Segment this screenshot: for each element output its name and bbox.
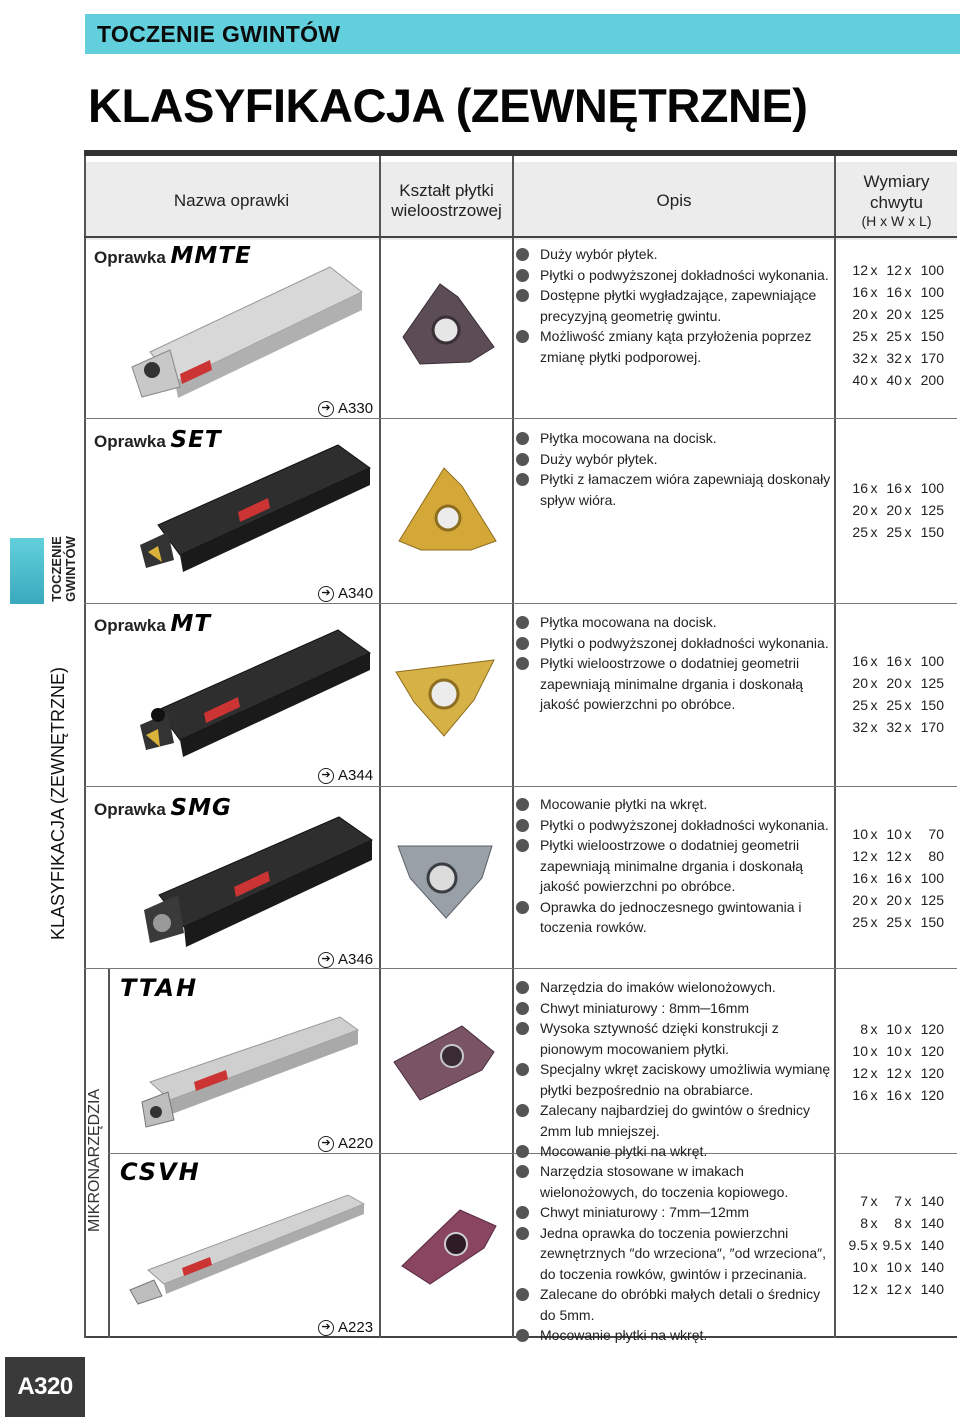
desc-mt xyxy=(512,612,834,715)
desc-item: Płytki z łamaczem wióra zapewniają doskonały spływ wióra. xyxy=(512,469,834,510)
desc-item: Zalecany najbardziej do gwintów o średnicy 2mm lub mniejszej. xyxy=(512,1100,834,1141)
desc-item: Jedna oprawka do toczenia powierzchni zewnętrznych ″do wrzeciona″, ″od wrzeciona″, do toczenia rowków, gwintów i przecinania. xyxy=(512,1223,834,1285)
insert-image-csvh xyxy=(400,1206,500,1286)
desc-ttah xyxy=(512,977,834,1162)
page-number: A320 xyxy=(5,1357,85,1417)
header-dims-label: Wymiary chwytu xyxy=(863,172,930,212)
holder-image-smg xyxy=(144,815,376,955)
desc-set xyxy=(512,428,834,510)
desc-item: Zalecane do obróbki małych detali o średnicy do 5mm. xyxy=(512,1284,834,1325)
ref-link-a223[interactable]: ➔ A223 xyxy=(318,1319,373,1336)
section-title: TOCZENIE GWINTÓW xyxy=(97,21,341,47)
desc-item: Płytki o podwyższonej dokładności wykonania. xyxy=(512,265,834,286)
row-label-mt: Oprawka MT xyxy=(94,611,212,637)
ref-link-a330[interactable]: ➔ A330 xyxy=(318,400,373,417)
insert-image-smg xyxy=(396,838,496,920)
arrow-right-icon: ➔ xyxy=(318,1136,334,1152)
holder-image-ttah xyxy=(130,1012,370,1132)
desc-item: Mocowanie płytki na wkręt. xyxy=(512,794,834,815)
arrow-right-icon: ➔ xyxy=(318,1320,334,1336)
row-label-set: Oprawka SET xyxy=(94,427,222,453)
arrow-right-icon: ➔ xyxy=(318,768,334,784)
side-tab-label: TOCZENIE GWINTÓW xyxy=(49,536,78,602)
desc-item: Duży wybór płytek. xyxy=(512,244,834,265)
desc-mmte xyxy=(512,244,834,367)
insert-image-mt xyxy=(394,652,498,738)
row-label-smg: Oprawka SMG xyxy=(94,795,232,821)
row-label-csvh: CSVH xyxy=(120,1158,201,1186)
page-title: KLASYFIKACJA (ZEWNĘTRZNE) xyxy=(88,79,808,132)
desc-item: Płytki o podwyższonej dokładności wykonania. xyxy=(512,633,834,654)
desc-item: Narzędzia do imaków wielonożowych. xyxy=(512,977,834,998)
desc-csvh xyxy=(512,1161,834,1346)
dims-ttah: 8 x 10 x 120 10 x 10 x 120 12 x 12 x 120 16 x 16 x 120 xyxy=(852,1021,944,1103)
desc-smg xyxy=(512,794,834,938)
desc-item: Chwyt miniaturowy : 7mm─12mm xyxy=(512,1202,834,1223)
desc-item: Specjalny wkręt zaciskowy umożliwia wymianę płytki bezpośrednio na obrabiarce. xyxy=(512,1059,834,1100)
arrow-right-icon: ➔ xyxy=(318,586,334,602)
desc-item: Możliwość zmiany kąta przyłożenia poprzez zmianę płytki podporowej. xyxy=(512,326,834,367)
ref-link-a220[interactable]: ➔ A220 xyxy=(318,1135,373,1152)
grid-line xyxy=(84,603,957,604)
grid-line xyxy=(379,156,381,1338)
dims-csvh: 7 x 7 x 140 8 x 8 x 140 9.5 x 9.5 x 140 10 x 10 x 140 12 x 12 x 140 xyxy=(848,1193,944,1297)
row-label-ttah: TTAH xyxy=(120,974,199,1002)
ref-link-a340[interactable]: ➔ A340 xyxy=(318,585,373,602)
desc-item: Mocowanie płytki na wkręt. xyxy=(512,1141,834,1162)
desc-item: Mocowanie płytki na wkręt. xyxy=(512,1325,834,1346)
header-holder: Nazwa oprawki xyxy=(84,162,379,240)
section-bar xyxy=(85,14,960,54)
holder-image-csvh xyxy=(128,1190,368,1310)
desc-item: Duży wybór płytek. xyxy=(512,449,834,470)
insert-image-ttah xyxy=(392,1022,496,1102)
row-label-mmte: Oprawka MMTE xyxy=(94,243,252,269)
desc-item: Płytki wieloostrzowe o dodatniej geometrii zapewniają minimalne drgania i doskonałą jakość powierzchni po obróbce. xyxy=(512,653,834,715)
desc-item: Wysoka sztywność dzięki konstrukcji z pionowym mocowaniem płytki. xyxy=(512,1018,834,1059)
dims-mmte: 12 x 12 x 100 16 x 16 x 100 20 x 20 x 125 25 x 25 x 150 32 x 32 x 170 40 x 40 x 200 xyxy=(852,262,944,388)
desc-item: Płytki wieloostrzowe o dodatniej geometrii zapewniają minimalne drgania i doskonałą jakość powierzchni po obróbce. xyxy=(512,835,834,897)
dims-set: 16 x 16 x 100 20 x 20 x 125 25 x 25 x 150 xyxy=(852,480,944,540)
grid-line xyxy=(84,236,957,238)
header-insert: Kształt płytki wieloostrzowej xyxy=(381,162,512,240)
desc-item: Płytka mocowana na docisk. xyxy=(512,428,834,449)
desc-item: Dostępne płytki wygładzające, zapewniające precyzyjną geometrię gwintu. xyxy=(512,285,834,326)
thread-icon xyxy=(10,538,44,604)
holder-image-mt xyxy=(138,625,378,765)
ref-link-a344[interactable]: ➔ A344 xyxy=(318,767,373,784)
arrow-right-icon: ➔ xyxy=(318,401,334,417)
desc-item: Oprawka do jednoczesnego gwintowania i toczenia rowków. xyxy=(512,897,834,938)
insert-image-set xyxy=(396,466,500,552)
grid-line xyxy=(84,418,957,419)
desc-item: Narzędzia stosowane w imakach wielonożowych, do toczenia kopiowego. xyxy=(512,1161,834,1202)
holder-image-set xyxy=(138,440,378,580)
desc-item: Chwyt miniaturowy : 8mm─16mm xyxy=(512,998,834,1019)
desc-item: Płytka mocowana na docisk. xyxy=(512,612,834,633)
side-tab xyxy=(10,536,78,604)
micro-group-label: MIKRONARZĘDZIA xyxy=(86,1088,103,1232)
desc-item: Płytki o podwyższonej dokładności wykonania. xyxy=(512,815,834,836)
header-dims-sub: (H x W x L) xyxy=(861,212,932,229)
dims-mt: 16 x 16 x 100 20 x 20 x 125 25 x 25 x 150 32 x 32 x 170 xyxy=(852,653,944,735)
grid-line xyxy=(84,968,957,969)
dims-smg: 10 x 10 x 70 12 x 12 x 80 16 x 16 x 100 20 x 20 x 125 25 x 25 x 150 xyxy=(852,826,944,930)
side-vertical-label: KLASYFIKACJA (ZEWNĘTRZNE) xyxy=(48,666,68,940)
header-desc: Opis xyxy=(514,162,834,240)
insert-image-mmte xyxy=(398,282,498,367)
grid-line xyxy=(84,786,957,787)
header-dims xyxy=(836,162,957,240)
arrow-right-icon: ➔ xyxy=(318,952,334,968)
holder-image-mmte xyxy=(130,262,370,402)
ref-link-a346[interactable]: ➔ A346 xyxy=(318,951,373,968)
